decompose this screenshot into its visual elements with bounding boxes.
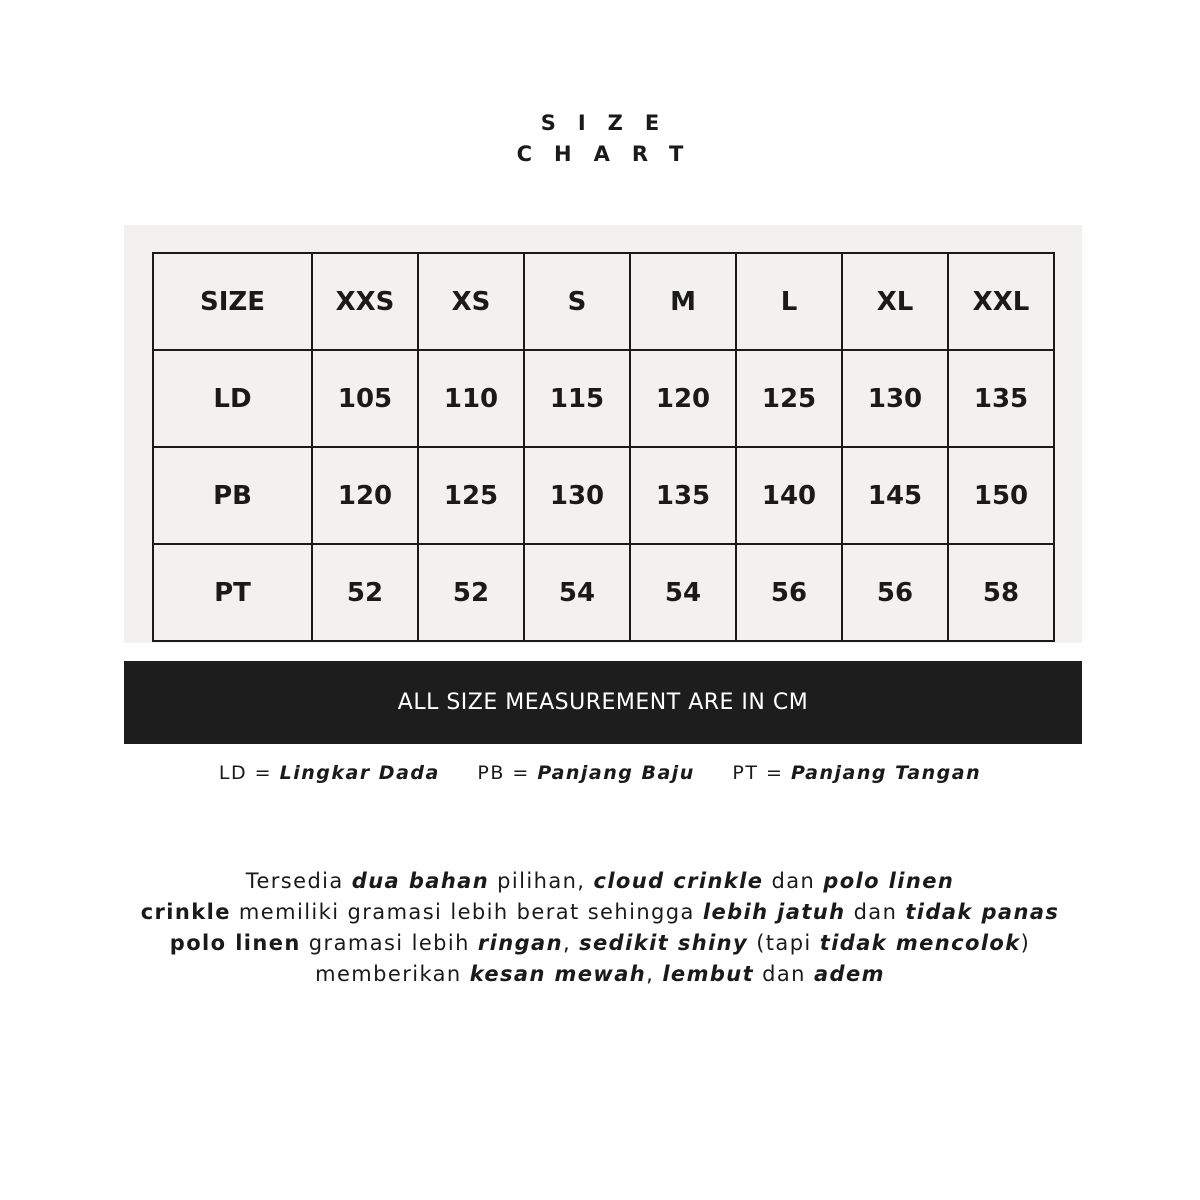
header-cell-xl: XL [842,253,948,350]
description-emphasis: polo linen [823,869,955,893]
header-cell-xxs: XXS [312,253,418,350]
description-emphasis: sedikit shiny [579,931,749,955]
description-text: , [562,931,580,955]
table-cell: 56 [736,544,842,641]
description-emphasis: dua bahan [351,869,490,893]
table-cell: 130 [842,350,948,447]
table-cell: 110 [418,350,524,447]
legend-item-pt [732,762,981,784]
description-emphasis: kesan mewah [469,962,647,986]
description-text: dan [845,900,906,924]
title-line-2: CHART [516,142,706,166]
description-text: , [646,962,663,986]
description-emphasis: adem [813,962,885,986]
legend-abbr: PT [732,762,759,784]
table-row-ld [153,350,1054,447]
table-cell: 52 [418,544,524,641]
header-cell-m: M [630,253,736,350]
description-text: ) [1020,931,1031,955]
header-cell-l: L [736,253,842,350]
table-row-pt [153,544,1054,641]
table-cell: 54 [524,544,630,641]
table-header-row [153,253,1054,350]
fabric-description [0,866,1200,990]
description-line-4 [0,959,1200,990]
table-cell: 135 [948,350,1054,447]
legend-item-ld [219,762,440,784]
description-emphasis: cloud crinkle [593,869,764,893]
description-text: memiliki gramasi lebih berat sehingga [230,900,703,924]
row-label: PB [153,447,312,544]
table-cell: 125 [418,447,524,544]
table-cell: 52 [312,544,418,641]
description-emphasis: crinkle [140,900,231,924]
description-emphasis: polo linen [169,931,301,955]
description-line-1 [0,866,1200,897]
table-cell: 150 [948,447,1054,544]
legend-item-pb [477,762,694,784]
description-text: dan [754,962,814,986]
abbreviation-legend [0,762,1200,784]
description-text: (tapi [748,931,820,955]
table-cell: 120 [630,350,736,447]
table-cell: 54 [630,544,736,641]
description-text: dan [763,869,824,893]
description-emphasis: lebih jatuh [702,900,846,924]
description-line-2 [0,897,1200,928]
legend-separator: = [758,762,791,784]
legend-meaning: Lingkar Dada [279,762,440,784]
legend-separator: = [247,762,280,784]
page-title [0,108,1200,170]
legend-abbr: LD [218,762,248,784]
measurement-banner-text: ALL SIZE MEASUREMENT ARE IN CM [397,690,809,715]
description-text: Tersedia [245,869,352,893]
header-cell-size: SIZE [153,253,312,350]
header-cell-xxl: XXL [948,253,1054,350]
description-line-3 [0,928,1200,959]
description-emphasis: lembut [662,962,755,986]
table-cell: 130 [524,447,630,544]
legend-meaning: Panjang Baju [537,762,695,784]
table-row-pb [153,447,1054,544]
table-cell: 105 [312,350,418,447]
row-label: LD [153,350,312,447]
description-text: memberikan [315,962,470,986]
table-cell: 56 [842,544,948,641]
table-cell: 145 [842,447,948,544]
row-label: PT [153,544,312,641]
legend-separator: = [504,762,538,784]
header-cell-xs: XS [418,253,524,350]
title-line-1: SIZE [540,111,682,135]
description-emphasis: ringan [477,931,563,955]
measurement-banner [124,661,1082,744]
table-cell: 58 [948,544,1054,641]
description-emphasis: tidak mencolok [819,931,1021,955]
legend-abbr: PB [477,762,505,784]
table-cell: 140 [736,447,842,544]
legend-meaning: Panjang Tangan [790,762,982,784]
table-cell: 115 [524,350,630,447]
description-emphasis: tidak panas [905,900,1060,924]
table-cell: 135 [630,447,736,544]
description-text: gramasi lebih [300,931,478,955]
table-cell: 120 [312,447,418,544]
size-table [152,252,1055,642]
header-cell-s: S [524,253,630,350]
description-text: pilihan, [489,869,594,893]
table-cell: 125 [736,350,842,447]
